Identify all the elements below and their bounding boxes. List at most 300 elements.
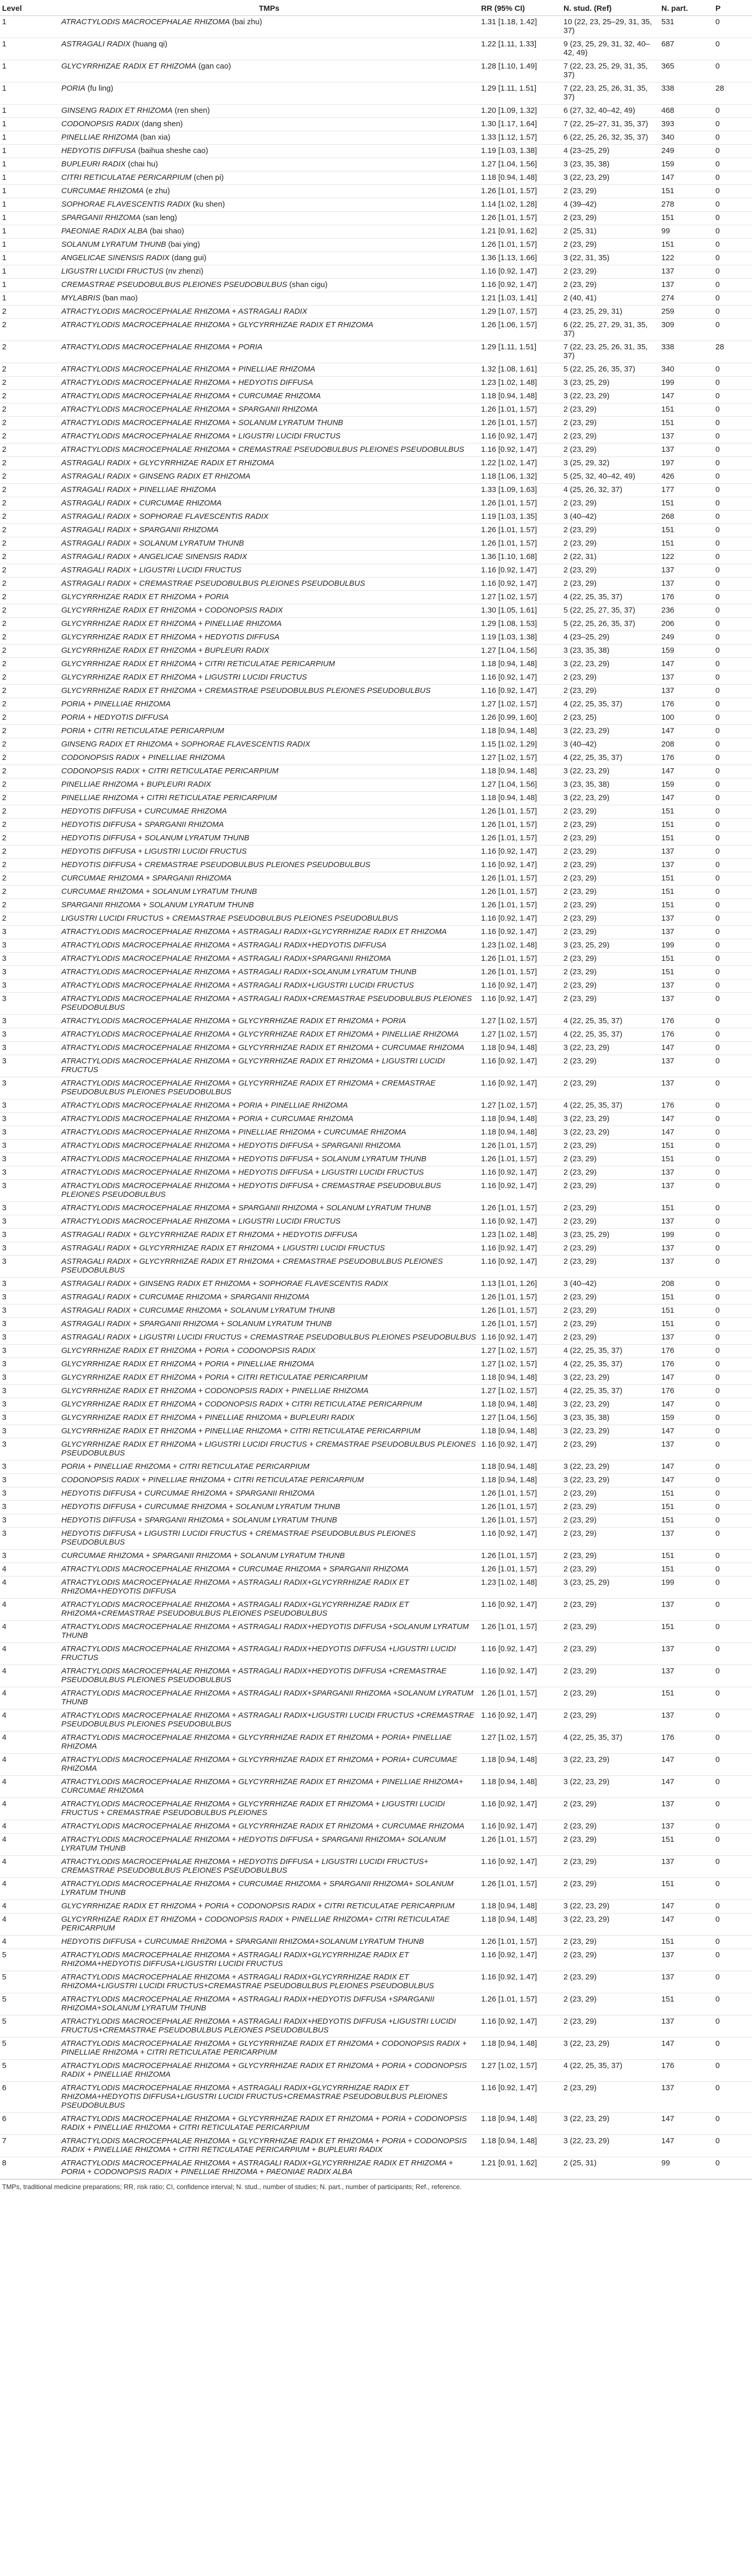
cell-rr: 1.14 [1.02, 1.28] [479, 198, 561, 212]
cell-n-stud: 2 (23, 29) [561, 1993, 659, 2015]
cell-level: 1 [0, 60, 59, 82]
cell-n-stud: 2 (23, 29) [561, 979, 659, 993]
table-row [0, 1412, 752, 1425]
cell-n-stud: 2 (23, 29) [561, 1514, 659, 1528]
cell-p: 0 [713, 926, 752, 939]
table-row [0, 118, 752, 131]
cell-p: 0 [713, 2135, 752, 2157]
cell-p: 0 [713, 1015, 752, 1028]
cell-n-part: 99 [659, 225, 713, 239]
cell-n-part: 151 [659, 953, 713, 966]
cell-rr: 1.27 [1.04, 1.56] [479, 158, 561, 172]
cell-tmps: ATRACTYLODIS MACROCEPHALAE RHIZOMA + GLYCYRRHIZAE RADIX ET RHIZOMA + CREMASTRAE PSEUDOBULBUS PLEIONES PSEUDOBULBUS [59, 1077, 479, 1099]
cell-level: 3 [0, 1180, 59, 1202]
cell-n-part: 176 [659, 1385, 713, 1398]
table-row [0, 1099, 752, 1113]
cell-n-stud: 4 (22, 25, 35, 37) [561, 1345, 659, 1358]
cell-tmps: CURCUMAE RHIZOMA (e zhu) [59, 185, 479, 198]
cell-p: 0 [713, 225, 752, 239]
cell-n-stud: 2 (23, 29) [561, 1304, 659, 1318]
cell-n-stud: 3 (23, 35, 38) [561, 158, 659, 172]
cell-level: 2 [0, 306, 59, 319]
cell-tmps: CODONOPSIS RADIX (dang shen) [59, 118, 479, 131]
header-n-part: N. part. [659, 2, 713, 16]
cell-n-stud: 2 (23, 29) [561, 1599, 659, 1621]
cell-level: 4 [0, 1754, 59, 1776]
cell-n-stud: 2 (23, 29) [561, 212, 659, 225]
cell-level: 3 [0, 1345, 59, 1358]
cell-level: 1 [0, 185, 59, 198]
cell-rr: 1.16 [0.92, 1.47] [479, 845, 561, 859]
cell-level: 1 [0, 292, 59, 306]
table-row [0, 1514, 752, 1528]
cell-tmps: ATRACTYLODIS MACROCEPHALAE RHIZOMA + CURCUMAE RHIZOMA + SPARGANII RHIZOMA [59, 1563, 479, 1577]
cell-n-part: 99 [659, 2157, 713, 2179]
cell-n-part: 249 [659, 631, 713, 645]
cell-n-part: 100 [659, 711, 713, 725]
cell-n-stud: 10 (22, 23, 25–29, 31, 35, 37) [561, 16, 659, 38]
cell-tmps: HEDYOTIS DIFFUSA + CURCUMAE RHIZOMA + SPARGANII RHIZOMA [59, 1487, 479, 1501]
table-row [0, 872, 752, 886]
cell-tmps: ATRACTYLODIS MACROCEPHALAE RHIZOMA + SOLANUM LYRATUM THUNB [59, 417, 479, 430]
table-row [0, 470, 752, 484]
table-row [0, 239, 752, 252]
table-row [0, 60, 752, 82]
table-row [0, 1180, 752, 1202]
cell-n-stud: 2 (23, 29) [561, 1856, 659, 1878]
cell-level: 4 [0, 1776, 59, 1798]
table-row [0, 377, 752, 390]
cell-tmps: ASTRAGALI RADIX + PINELLIAE RHIZOMA [59, 484, 479, 497]
table-row [0, 1318, 752, 1331]
cell-level: 3 [0, 1077, 59, 1099]
cell-tmps: ATRACTYLODIS MACROCEPHALAE RHIZOMA + CURCUMAE RHIZOMA [59, 390, 479, 403]
cell-p: 0 [713, 1153, 752, 1166]
table-row [0, 279, 752, 292]
cell-level: 5 [0, 2038, 59, 2060]
cell-tmps: ASTRAGALI RADIX + GLYCYRRHIZAE RADIX ET RHIZOMA + LIGUSTRI LUCIDI FRUCTUS [59, 1242, 479, 1256]
cell-level: 1 [0, 279, 59, 292]
cell-p: 0 [713, 1077, 752, 1099]
cell-level: 3 [0, 1202, 59, 1215]
cell-n-stud: 2 (23, 29) [561, 564, 659, 578]
cell-p: 0 [713, 658, 752, 671]
cell-rr: 1.27 [1.02, 1.57] [479, 1099, 561, 1113]
cell-rr: 1.33 [1.12, 1.57] [479, 131, 561, 145]
cell-n-stud: 2 (40, 41) [561, 292, 659, 306]
cell-n-stud: 3 (23, 25, 29) [561, 1577, 659, 1599]
cell-level: 4 [0, 1913, 59, 1936]
cell-n-part: 137 [659, 1077, 713, 1099]
cell-level: 2 [0, 511, 59, 524]
cell-n-part: 340 [659, 131, 713, 145]
cell-p: 0 [713, 1776, 752, 1798]
cell-tmps: ATRACTYLODIS MACROCEPHALAE RHIZOMA + ASTRAGALI RADIX+LIGUSTRI LUCIDI FRUCTUS +CREMASTRAE PSEUDOBULBUS PLEIONES PSEUDOBULBUS [59, 1709, 479, 1732]
cell-rr: 1.18 [0.94, 1.48] [479, 172, 561, 185]
cell-n-part: 151 [659, 966, 713, 979]
cell-level: 4 [0, 1665, 59, 1687]
cell-n-part: 151 [659, 832, 713, 845]
cell-rr: 1.31 [1.18, 1.42] [479, 16, 561, 38]
cell-tmps: CODONOPSIS RADIX + CITRI RETICULATAE PERICARPIUM [59, 765, 479, 778]
cell-p: 0 [713, 1878, 752, 1900]
cell-n-stud: 2 (23, 29) [561, 1438, 659, 1461]
table-row [0, 1461, 752, 1474]
cell-tmps: LIGUSTRI LUCIDI FRUCTUS (nv zhenzi) [59, 265, 479, 279]
cell-n-stud: 3 (40–42) [561, 1278, 659, 1291]
cell-p: 0 [713, 711, 752, 725]
cell-tmps: ATRACTYLODIS MACROCEPHALAE RHIZOMA + GLYCYRRHIZAE RADIX ET RHIZOMA + PORIA+ PINELLIAE RHIZOMA [59, 1732, 479, 1754]
cell-p: 0 [713, 564, 752, 578]
cell-rr: 1.26 [1.01, 1.57] [479, 1834, 561, 1856]
cell-tmps: ANGELICAE SINENSIS RADIX (dang gui) [59, 252, 479, 265]
table-row [0, 2038, 752, 2060]
table-row [0, 886, 752, 899]
cell-n-stud: 4 (39–42) [561, 198, 659, 212]
cell-rr: 1.27 [1.02, 1.57] [479, 1358, 561, 1371]
cell-level: 4 [0, 1834, 59, 1856]
cell-n-stud: 2 (23, 29) [561, 1878, 659, 1900]
cell-rr: 1.16 [0.92, 1.47] [479, 912, 561, 926]
table-row [0, 819, 752, 832]
cell-level: 6 [0, 2082, 59, 2113]
cell-n-part: 151 [659, 537, 713, 551]
cell-n-part: 147 [659, 725, 713, 738]
table-row [0, 1242, 752, 1256]
table-row [0, 1028, 752, 1042]
cell-p: 0 [713, 363, 752, 377]
cell-level: 3 [0, 1514, 59, 1528]
cell-rr: 1.26 [1.01, 1.57] [479, 1153, 561, 1166]
cell-n-part: 151 [659, 1936, 713, 1949]
cell-rr: 1.18 [0.94, 1.48] [479, 1474, 561, 1487]
cell-p: 0 [713, 912, 752, 926]
table-row [0, 859, 752, 872]
cell-level: 3 [0, 1331, 59, 1345]
cell-rr: 1.16 [0.92, 1.47] [479, 1971, 561, 1993]
cell-rr: 1.18 [0.94, 1.48] [479, 1776, 561, 1798]
cell-n-stud: 2 (23, 29) [561, 899, 659, 912]
cell-p: 0 [713, 239, 752, 252]
cell-tmps: ASTRAGALI RADIX + GLYCYRRHIZAE RADIX ET RHIZOMA [59, 457, 479, 470]
cell-rr: 1.16 [0.92, 1.47] [479, 1709, 561, 1732]
cell-p: 0 [713, 145, 752, 158]
cell-n-part: 147 [659, 1398, 713, 1412]
cell-level: 3 [0, 1291, 59, 1304]
cell-tmps: PINELLIAE RHIZOMA + CITRI RETICULATAE PERICARPIUM [59, 792, 479, 805]
cell-p: 0 [713, 417, 752, 430]
cell-tmps: ATRACTYLODIS MACROCEPHALAE RHIZOMA + ASTRAGALI RADIX+CREMASTRAE PSEUDOBULBUS PLEIONES PSEUDOBULBUS [59, 993, 479, 1015]
cell-level: 1 [0, 38, 59, 60]
cell-level: 2 [0, 341, 59, 363]
cell-rr: 1.23 [1.02, 1.48] [479, 939, 561, 953]
cell-level: 4 [0, 1820, 59, 1834]
cell-n-part: 151 [659, 805, 713, 819]
cell-n-stud: 2 (23, 29) [561, 1166, 659, 1180]
cell-rr: 1.18 [0.94, 1.48] [479, 725, 561, 738]
cell-tmps: ATRACTYLODIS MACROCEPHALAE RHIZOMA + PORIA [59, 341, 479, 363]
header-tmps: TMPs [59, 2, 479, 16]
cell-n-stud: 5 (22, 25, 26, 35, 37) [561, 618, 659, 631]
cell-tmps: GLYCYRRHIZAE RADIX ET RHIZOMA + HEDYOTIS DIFFUSA [59, 631, 479, 645]
cell-level: 2 [0, 390, 59, 403]
cell-rr: 1.16 [0.92, 1.47] [479, 2015, 561, 2038]
cell-rr: 1.27 [1.02, 1.57] [479, 1015, 561, 1028]
table-row [0, 1732, 752, 1754]
table-row [0, 1015, 752, 1028]
cell-p: 0 [713, 1304, 752, 1318]
cell-level: 3 [0, 1318, 59, 1331]
cell-n-part: 137 [659, 671, 713, 685]
table-row [0, 1140, 752, 1153]
cell-rr: 1.23 [1.02, 1.48] [479, 1577, 561, 1599]
cell-n-part: 151 [659, 1993, 713, 2015]
cell-rr: 1.18 [0.94, 1.48] [479, 2113, 561, 2135]
table-row [0, 1345, 752, 1358]
cell-n-part: 249 [659, 145, 713, 158]
cell-n-part: 137 [659, 1055, 713, 1077]
cell-rr: 1.18 [0.94, 1.48] [479, 1900, 561, 1913]
cell-level: 3 [0, 966, 59, 979]
cell-n-stud: 2 (23, 29) [561, 1077, 659, 1099]
table-body [0, 16, 752, 2179]
cell-p: 0 [713, 1166, 752, 1180]
cell-tmps: ATRACTYLODIS MACROCEPHALAE RHIZOMA + ASTRAGALI RADIX+GLYCYRRHIZAE RADIX ET RHIZOMA+LIGUSTRI LUCIDI FRUCTUS+CREMASTRAE PSEUDOBULBUS PLEIONES PSEUDOBULBUS [59, 1971, 479, 1993]
cell-n-part: 147 [659, 1371, 713, 1385]
cell-n-part: 159 [659, 158, 713, 172]
table-row [0, 966, 752, 979]
cell-rr: 1.26 [1.01, 1.57] [479, 239, 561, 252]
cell-rr: 1.18 [0.94, 1.48] [479, 1754, 561, 1776]
cell-tmps: ATRACTYLODIS MACROCEPHALAE RHIZOMA (bai zhu) [59, 16, 479, 38]
cell-n-stud: 3 (22, 23, 29) [561, 2113, 659, 2135]
cell-rr: 1.16 [0.92, 1.47] [479, 979, 561, 993]
cell-n-stud: 3 (22, 23, 29) [561, 1754, 659, 1776]
cell-tmps: GINSENG RADIX ET RHIZOMA + SOPHORAE FLAVESCENTIS RADIX [59, 738, 479, 752]
cell-n-stud: 2 (23, 29) [561, 671, 659, 685]
cell-p: 0 [713, 1900, 752, 1913]
cell-tmps: ATRACTYLODIS MACROCEPHALAE RHIZOMA + CURCUMAE RHIZOMA + SPARGANII RHIZOMA+ SOLANUM LYRATUM THUNB [59, 1878, 479, 1900]
cell-level: 4 [0, 1732, 59, 1754]
cell-p: 0 [713, 1913, 752, 1936]
cell-n-stud: 2 (23, 29) [561, 524, 659, 537]
cell-rr: 1.26 [1.01, 1.57] [479, 417, 561, 430]
cell-p: 0 [713, 172, 752, 185]
cell-p: 0 [713, 484, 752, 497]
cell-level: 3 [0, 1550, 59, 1563]
cell-rr: 1.16 [0.92, 1.47] [479, 1166, 561, 1180]
cell-rr: 1.22 [1.11, 1.33] [479, 38, 561, 60]
cell-level: 4 [0, 1643, 59, 1665]
cell-tmps: ATRACTYLODIS MACROCEPHALAE RHIZOMA + PINELLIAE RHIZOMA + CURCUMAE RHIZOMA [59, 1126, 479, 1140]
cell-n-stud: 2 (23, 25) [561, 711, 659, 725]
cell-p: 0 [713, 845, 752, 859]
cell-level: 2 [0, 819, 59, 832]
cell-p: 0 [713, 872, 752, 886]
cell-p: 0 [713, 1202, 752, 1215]
cell-rr: 1.16 [0.92, 1.47] [479, 859, 561, 872]
table-row [0, 1474, 752, 1487]
cell-n-part: 147 [659, 1754, 713, 1776]
cell-tmps: GINSENG RADIX ET RHIZOMA (ren shen) [59, 105, 479, 118]
cell-n-part: 147 [659, 2038, 713, 2060]
table-row [0, 1798, 752, 1820]
cell-p: 0 [713, 403, 752, 417]
cell-n-stud: 2 (23, 29) [561, 430, 659, 444]
cell-rr: 1.16 [0.92, 1.47] [479, 1820, 561, 1834]
cell-p: 0 [713, 953, 752, 966]
table-row [0, 1665, 752, 1687]
cell-rr: 1.16 [0.92, 1.47] [479, 1665, 561, 1687]
cell-rr: 1.26 [1.01, 1.57] [479, 1140, 561, 1153]
cell-level: 3 [0, 979, 59, 993]
cell-tmps: GLYCYRRHIZAE RADIX ET RHIZOMA + LIGUSTRI LUCIDI FRUCTUS + CREMASTRAE PSEUDOBULBUS PLEIONES PSEUDOBULBUS [59, 1438, 479, 1461]
cell-level: 2 [0, 470, 59, 484]
cell-rr: 1.18 [0.94, 1.48] [479, 1425, 561, 1438]
cell-n-stud: 2 (23, 29) [561, 417, 659, 430]
cell-tmps: GLYCYRRHIZAE RADIX ET RHIZOMA (gan cao) [59, 60, 479, 82]
cell-level: 2 [0, 430, 59, 444]
table-row [0, 1229, 752, 1242]
cell-rr: 1.26 [1.01, 1.57] [479, 1878, 561, 1900]
cell-rr: 1.18 [0.94, 1.48] [479, 390, 561, 403]
cell-rr: 1.21 [1.03, 1.41] [479, 292, 561, 306]
cell-tmps: ASTRAGALI RADIX + SOLANUM LYRATUM THUNB [59, 537, 479, 551]
cell-n-part: 137 [659, 1599, 713, 1621]
cell-p: 0 [713, 1318, 752, 1331]
cell-rr: 1.26 [1.01, 1.57] [479, 953, 561, 966]
table-row [0, 1077, 752, 1099]
cell-level: 2 [0, 778, 59, 792]
cell-n-stud: 3 (22, 23, 29) [561, 2038, 659, 2060]
table-row [0, 604, 752, 618]
cell-level: 3 [0, 1229, 59, 1242]
cell-rr: 1.16 [0.92, 1.47] [479, 1856, 561, 1878]
table-row [0, 939, 752, 953]
table-row [0, 899, 752, 912]
table-row [0, 1425, 752, 1438]
cell-n-stud: 2 (23, 29) [561, 1834, 659, 1856]
cell-level: 4 [0, 1709, 59, 1732]
cell-tmps: PINELLIAE RHIZOMA + BUPLEURI RADIX [59, 778, 479, 792]
cell-n-stud: 2 (23, 29) [561, 1709, 659, 1732]
cell-n-stud: 3 (22, 23, 29) [561, 1398, 659, 1412]
table-row [0, 2113, 752, 2135]
cell-p: 0 [713, 698, 752, 711]
cell-tmps: CREMASTRAE PSEUDOBULBUS PLEIONES PSEUDOBULBUS (shan cigu) [59, 279, 479, 292]
cell-n-part: 176 [659, 1732, 713, 1754]
cell-p: 0 [713, 1501, 752, 1514]
cell-n-stud: 3 (22, 23, 29) [561, 1474, 659, 1487]
cell-level: 2 [0, 872, 59, 886]
cell-rr: 1.27 [1.02, 1.57] [479, 752, 561, 765]
table-row [0, 1949, 752, 1971]
cell-n-stud: 4 (23–25, 29) [561, 145, 659, 158]
cell-n-stud: 4 (22, 25, 35, 37) [561, 1732, 659, 1754]
cell-rr: 1.26 [1.01, 1.57] [479, 832, 561, 845]
cell-level: 6 [0, 2113, 59, 2135]
cell-n-part: 176 [659, 1028, 713, 1042]
cell-n-part: 159 [659, 645, 713, 658]
cell-rr: 1.18 [1.06, 1.32] [479, 470, 561, 484]
cell-tmps: SPARGANII RHIZOMA (san leng) [59, 212, 479, 225]
table-row [0, 1936, 752, 1949]
cell-n-part: 159 [659, 778, 713, 792]
cell-tmps: GLYCYRRHIZAE RADIX ET RHIZOMA + CREMASTRAE PSEUDOBULBUS PLEIONES PSEUDOBULBUS [59, 685, 479, 698]
table-row [0, 671, 752, 685]
cell-level: 2 [0, 738, 59, 752]
cell-p: 0 [713, 1291, 752, 1304]
cell-n-part: 147 [659, 2113, 713, 2135]
cell-p: 0 [713, 279, 752, 292]
cell-n-part: 151 [659, 1140, 713, 1153]
cell-n-part: 137 [659, 1820, 713, 1834]
cell-tmps: PORIA + PINELLIAE RHIZOMA [59, 698, 479, 711]
cell-n-part: 177 [659, 484, 713, 497]
cell-n-stud: 2 (23, 29) [561, 1487, 659, 1501]
cell-n-part: 137 [659, 430, 713, 444]
cell-tmps: GLYCYRRHIZAE RADIX ET RHIZOMA + CODONOPSIS RADIX + PINELLIAE RHIZOMA+ CITRI RETICULATAE PERICARPIUM [59, 1913, 479, 1936]
cell-rr: 1.26 [1.01, 1.57] [479, 872, 561, 886]
cell-n-part: 147 [659, 1776, 713, 1798]
table-row [0, 1042, 752, 1055]
cell-rr: 1.16 [0.92, 1.47] [479, 1528, 561, 1550]
cell-tmps: PORIA + HEDYOTIS DIFFUSA [59, 711, 479, 725]
cell-level: 2 [0, 564, 59, 578]
cell-level: 3 [0, 1412, 59, 1425]
cell-p: 0 [713, 118, 752, 131]
table-row [0, 1754, 752, 1776]
cell-rr: 1.27 [1.02, 1.57] [479, 2060, 561, 2082]
cell-p: 0 [713, 1599, 752, 1621]
cell-n-stud: 4 (22, 25, 35, 37) [561, 1099, 659, 1113]
cell-tmps: GLYCYRRHIZAE RADIX ET RHIZOMA + PINELLIAE RHIZOMA [59, 618, 479, 631]
table-header [0, 2, 752, 16]
table-row [0, 1878, 752, 1900]
cell-level: 2 [0, 497, 59, 511]
cell-rr: 1.16 [0.92, 1.47] [479, 1077, 561, 1099]
cell-tmps: LIGUSTRI LUCIDI FRUCTUS + CREMASTRAE PSEUDOBULBUS PLEIONES PSEUDOBULBUS [59, 912, 479, 926]
cell-p: 0 [713, 1834, 752, 1856]
cell-n-part: 147 [659, 1461, 713, 1474]
table-row [0, 1126, 752, 1140]
cell-p: 0 [713, 939, 752, 953]
table-row [0, 564, 752, 578]
cell-tmps: ASTRAGALI RADIX + CREMASTRAE PSEUDOBULBUS PLEIONES PSEUDOBULBUS [59, 578, 479, 591]
cell-n-part: 176 [659, 1015, 713, 1028]
cell-tmps: BUPLEURI RADIX (chai hu) [59, 158, 479, 172]
cell-level: 4 [0, 1900, 59, 1913]
cell-p: 0 [713, 1278, 752, 1291]
cell-rr: 1.16 [0.92, 1.47] [479, 1215, 561, 1229]
cell-tmps: ASTRAGALI RADIX (huang qi) [59, 38, 479, 60]
cell-p: 0 [713, 725, 752, 738]
cell-tmps: ATRACTYLODIS MACROCEPHALAE RHIZOMA + GLYCYRRHIZAE RADIX ET RHIZOMA + CURCUMAE RHIZOMA [59, 1820, 479, 1834]
table-row [0, 1913, 752, 1936]
cell-level: 2 [0, 711, 59, 725]
cell-n-stud: 2 (23, 29) [561, 1798, 659, 1820]
table-row [0, 631, 752, 645]
table-row [0, 1993, 752, 2015]
cell-rr: 1.36 [1.10, 1.68] [479, 551, 561, 564]
cell-p: 0 [713, 1140, 752, 1153]
cell-rr: 1.27 [1.02, 1.57] [479, 591, 561, 604]
cell-p: 0 [713, 752, 752, 765]
cell-level: 1 [0, 82, 59, 105]
cell-n-stud: 2 (25, 31) [561, 2157, 659, 2179]
cell-n-part: 151 [659, 1878, 713, 1900]
cell-tmps: ATRACTYLODIS MACROCEPHALAE RHIZOMA + GLYCYRRHIZAE RADIX ET RHIZOMA + PINELLIAE RHIZOMA [59, 1028, 479, 1042]
